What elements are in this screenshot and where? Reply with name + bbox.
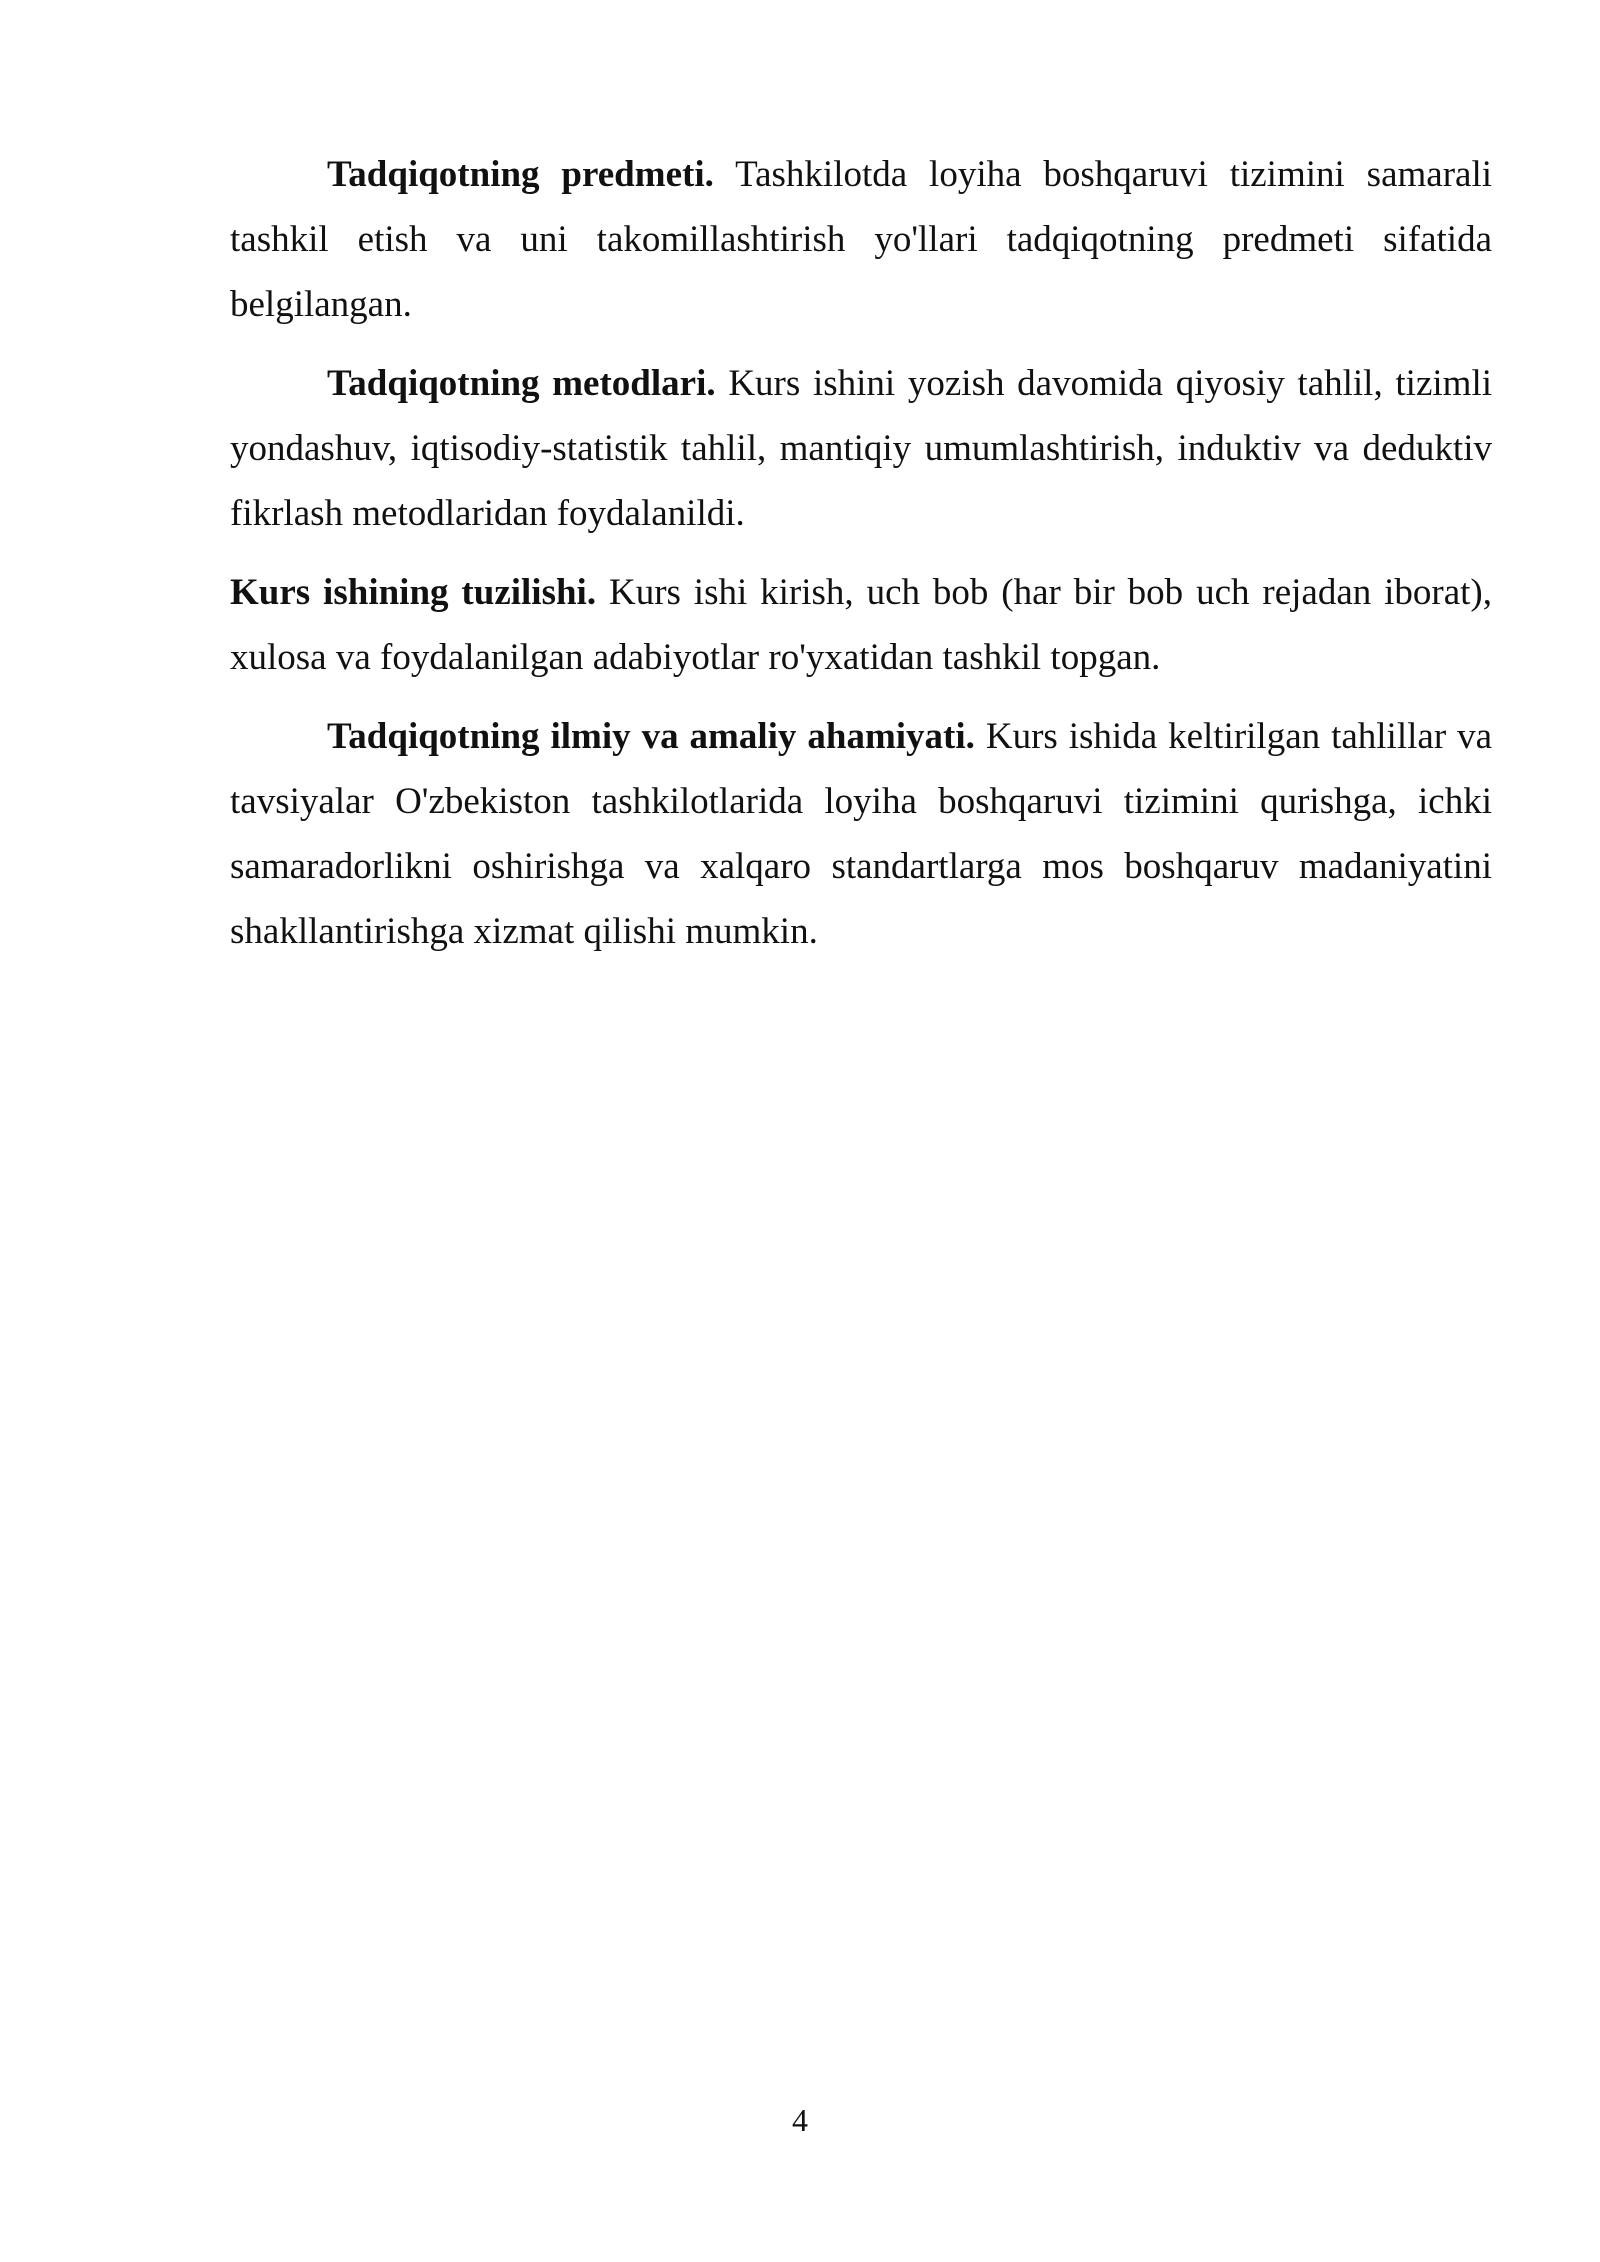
paragraph-heading: Tadqiqotning ilmiy va amaliy ahamiyati.: [327, 716, 975, 757]
paragraph-text: Kurs ishida keltirilgan tahlillar va tavsiyalar O'zbekiston tashkilotlarida loyiha boshqaruvi tizimini qurishga, ichki samaradorlikni oshirishga va xalqaro standartlarga mos boshqaruv madaniyatini shakllantirishga xizmat qilishi mumkin.: [230, 716, 1493, 952]
paragraph-heading: Tadqiqotning predmeti.: [327, 154, 714, 195]
paragraph-text: Tashkilotda loyiha boshqaruvi tizimini samarali tashkil etish va uni takomillashtirish yo'llari tadqiqotning predmeti sifatida belgilangan.: [230, 154, 1493, 325]
paragraph-heading: Tadqiqotning metodlari.: [327, 363, 716, 404]
paragraph-text: Kurs ishini yozish davomida qiyosiy tahlil, tizimli yondashuv, iqtisodiy-statistik tahlil, mantiqiy umumlashtirish, induktiv va deduktiv fikrlash metodlaridan foydalanildi.: [230, 363, 1492, 534]
paragraph-heading: Kurs ishining tuzilishi.: [230, 572, 597, 613]
document-body: [230, 142, 1492, 978]
paragraph-research-methods: [230, 351, 1492, 546]
paragraph-significance: [230, 704, 1492, 964]
paragraph-research-subject: [230, 142, 1492, 337]
paragraph-course-structure: [230, 560, 1492, 690]
page-number: 4: [792, 2102, 808, 2138]
paragraph-text: Kurs ishi kirish, uch bob (har bir bob uch rejadan iborat), xulosa va foydalanilgan adabiyotlar ro'yxatidan tashkil topgan.: [230, 572, 1493, 678]
